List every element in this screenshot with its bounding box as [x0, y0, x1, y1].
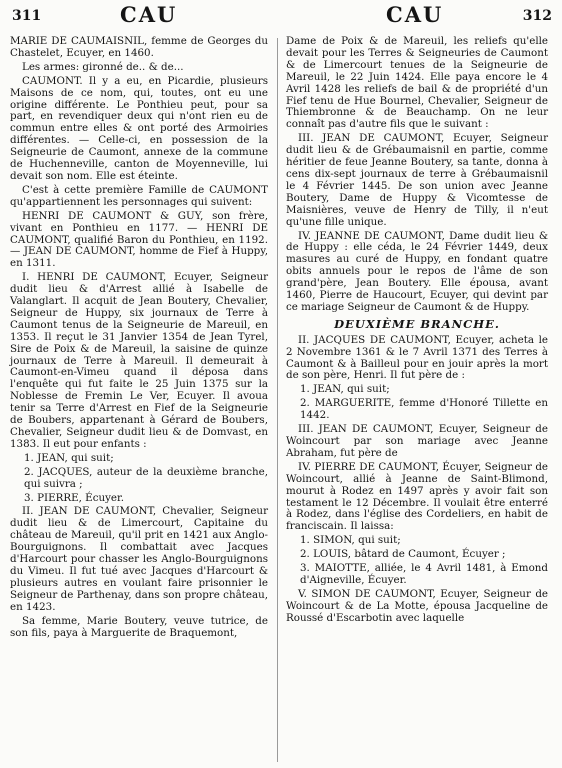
- paragraph-jean-ii: II. JEAN DE CAUMONT, Chevalier, Seigneur dudit lieu & de Limercourt, Capitaine du château de Mareuil, qu'il prit en 1421 aux Anglo-Bourguignons. Il combattait avec Jacques d'Harcourt pour chasser les Anglo-Bourguignons du Vimeu. Il fut tué avec Jacques d'Harcourt & plusieurs autres en voulant faire prisonnier le Seigneur de Parthenay, dans son propre château, en 1423.: [10, 505, 268, 613]
- paragraph-reliefs: Dame de Poix & de Mareuil, les reliefs qu'elle devait pour les Terres & Seigneuries de Caumont & de Limercourt tenues de la Seigneurie de Mareuil, le 22 Juin 1424. Elle paya encore le 4 Avril 1428 les reliefs de bail & de propriété d'un Fief tenu de Hue Bournel, Chevalier, Seigneur de Thiembronne & de Beauchamp. On ne leur connaît pas d'autre fils que le suivant :: [286, 35, 548, 131]
- paragraph-first-family: C'est à cette première Famille de CAUMONT qu'appartiennent les personnages qui suivent:: [10, 183, 268, 208]
- right-page-number: 312: [522, 8, 552, 24]
- list-item: 2. LOUIS, bâtard de Caumont, Écuyer ;: [300, 548, 506, 561]
- right-column: [286, 36, 548, 627]
- paragraph-marie-boutery: Sa femme, Marie Boutery, veuve tutrice, de son fils, paya à Marguerite de Braquemont,: [10, 614, 268, 639]
- list-item: 1. SIMON, qui suit;: [300, 534, 401, 547]
- paragraph-jean-iii: III. JEAN DE CAUMONT, Ecuyer, Seigneur dudit lieu & de Grébaumaisnil en partie, comme héritier de feue Jeanne Boutery, sa tante, donna à cens dix-sept journaux de terre à Grébaumaisnil le 4 Février 1445. De son union avec Jeanne Boutery, Dame de Huppy & Vicomtesse de Maisnières, veuve de Henry de Tilly, il n'eut qu'une fille unique.: [286, 132, 548, 228]
- list-item: 2. JACQUES, auteur de la deuxième branche, qui suivra ;: [24, 465, 268, 490]
- paragraph-jacques-ii: II. JACQUES DE CAUMONT, Ecuyer, acheta le 2 Novembre 1361 & le 7 Avril 1371 des Terres à Caumont & à Bailleul pour en jouir après la mort de son père, Henri. Il fut père de :: [286, 333, 548, 382]
- list-item: 3. PIERRE, Écuyer.: [24, 491, 125, 504]
- column-divider: [277, 38, 278, 762]
- left-running-title: CAU: [120, 2, 178, 27]
- paragraph-henri-i: I. HENRI DE CAUMONT, Ecuyer, Seigneur dudit lieu & d'Arrest allié à Isabelle de Valanglart. Il acquit de Jean Boutery, Chevalier, Seigneur de Huppy, six journaux de Terre à Caumont tenus de la Seigneurie de Mareuil, en 1353. Il reçut le 31 Janvier 1354 de Jean Tyrel, Sire de Poix & de Mareuil, la saisine de quinze journaux de Terre à Mareuil. Il demeurait à Caumont-en-Vimeu quand il déposa dans l'enquête qui fut faite le 25 Juin 1375 sur la Noblesse de Fremin Le Ver, Ecuyer. Il avoua tenir sa Terre d'Arrest en Fief de la Seigneurie de Boubers, appartenant à Gérard de Boubers, Chevalier, Seigneur dudit lieu & de Domvast, en 1383. Il eut pour enfants :: [10, 271, 268, 450]
- paragraph-jeanne-iv: IV. JEANNE DE CAUMONT, Dame dudit lieu & de Huppy : elle céda, le 24 Février 1449, deux masures au curé de Huppy, en fondant quatre obits annuels pour le repos de l'âme de son grand'père, Jean Boutery. Elle épousa, avant 1460, Pierre de Haucourt, Ecuyer, qui devint par ce mariage Seigneur de Caumont & de Huppy.: [286, 229, 548, 313]
- right-running-title: CAU: [386, 2, 444, 27]
- list-item: 1. JEAN, qui suit;: [300, 383, 390, 396]
- list-item: 3. MAIOTTE, alliée, le 4 Avril 1481, à Emond d'Aigneville, Écuyer.: [300, 562, 548, 586]
- paragraph-simon-v: V. SIMON DE CAUMONT, Ecuyer, Seigneur de Woincourt & de La Motte, épousa Jacqueline de Roussé d'Escarbotin avec laquelle: [286, 587, 548, 624]
- left-column: [10, 36, 268, 641]
- section-heading-second-branch: DEUXIÈME BRANCHE.: [334, 316, 500, 331]
- list-item: 1. JEAN, qui suit;: [24, 451, 114, 464]
- list-item: 2. MARGUERITE, femme d'Honoré Tillette en 1442.: [300, 397, 548, 422]
- paragraph-jean-iii-woincourt: III. JEAN DE CAUMONT, Ecuyer, Seigneur de Woincourt par son mariage avec Jeanne Abraham, fut père de: [286, 423, 548, 459]
- paragraph-caumont-intro: CAUMONT. Il y a eu, en Picardie, plusieurs Maisons de ce nom, qui, toutes, ont eu une origine différente. Le Ponthieu peut, pour sa part, en revendiquer deux qui n'ont rien eu de commun entre elles & ont porté des Armoiries différentes. — Celle-ci, en possession de la Seigneurie de Caumont, annexe de la commune de Huchenneville, canton de Moyenneville, lui devait son nom. Elle est éteinte.: [10, 74, 268, 182]
- paragraph-arms: Les armes: gironné de.. & de...: [22, 60, 184, 73]
- page-header: [0, 2, 562, 32]
- left-page-number: 311: [12, 8, 42, 24]
- paragraph-pierre-iv: IV. PIERRE DE CAUMONT, Écuyer, Seigneur de Woincourt, allié à Jeanne de Saint-Blimond, mourut à Rodez en 1497 après y avoir fait son testament le 12 Décembre. Il voulait être enterré à Rodez, dans l'église des Cordeliers, en habit de franciscain. Il laissa:: [286, 460, 548, 533]
- paragraph-henri-and-guy: HENRI DE CAUMONT & GUY, son frère, vivant en Ponthieu en 1177. — HENRI DE CAUMONT, qualifié Baron du Ponthieu, en 1192. — JEAN DE CAUMONT, homme de Fief à Huppy, en 1311.: [10, 209, 268, 270]
- paragraph-marie-de-caumaisnil: MARIE DE CAUMAISNIL, femme de Georges du Chastelet, Ecuyer, en 1460.: [10, 35, 268, 59]
